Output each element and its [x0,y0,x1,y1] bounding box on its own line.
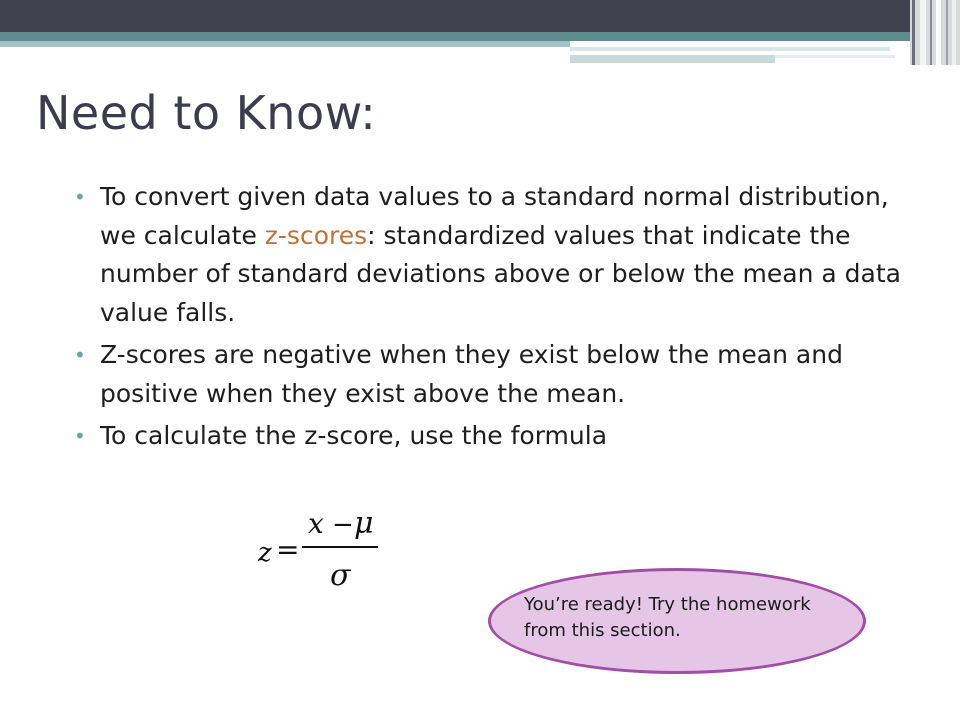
rail-line [930,0,932,65]
bullet-text: To calculate the z-score, use the formula [100,421,608,450]
formula-z: z [258,538,272,568]
formula-sigma: σ [330,558,351,593]
rail-line [936,0,941,65]
bullet-dot: • [74,424,86,448]
bullet-item [74,417,924,456]
formula-x: x [308,507,324,540]
formula-minus: − [332,510,354,540]
bullet-text: : standardized values that indicate the number of standard deviations above or below the mean a data value falls. [100,220,901,327]
bullet-dot: • [74,343,86,367]
bullet-list [74,178,924,460]
bullet-dot: • [74,185,86,209]
accent-stripe [0,32,960,41]
highlighted-term: z-scores [264,220,368,250]
z-score-formula [250,505,400,599]
bullet-text: To convert given data values to a standard normal distribution, we calculate [100,182,889,250]
rail-line [952,0,956,65]
rail-line [946,0,948,65]
accent-stripe-light [0,41,570,47]
accent-stripe-faint [775,55,895,58]
formula-mu: μ [354,506,374,541]
slide-title: Need to Know: [36,86,377,140]
accent-stripe-lower [570,55,775,63]
rail-line [912,0,915,65]
rail-line [920,0,926,65]
bullet-text: Z-scores are negative when they exist below the mean and positive when they exist above the mean. [100,340,843,408]
formula-equals: = [276,533,300,566]
top-banner [0,0,960,32]
callout-text: You’re ready! Try the homework from this section. [524,594,811,641]
corner-rails [910,0,960,65]
accent-stripe-thin [570,47,890,51]
bullet-item [74,178,924,332]
bullet-item [74,336,924,413]
